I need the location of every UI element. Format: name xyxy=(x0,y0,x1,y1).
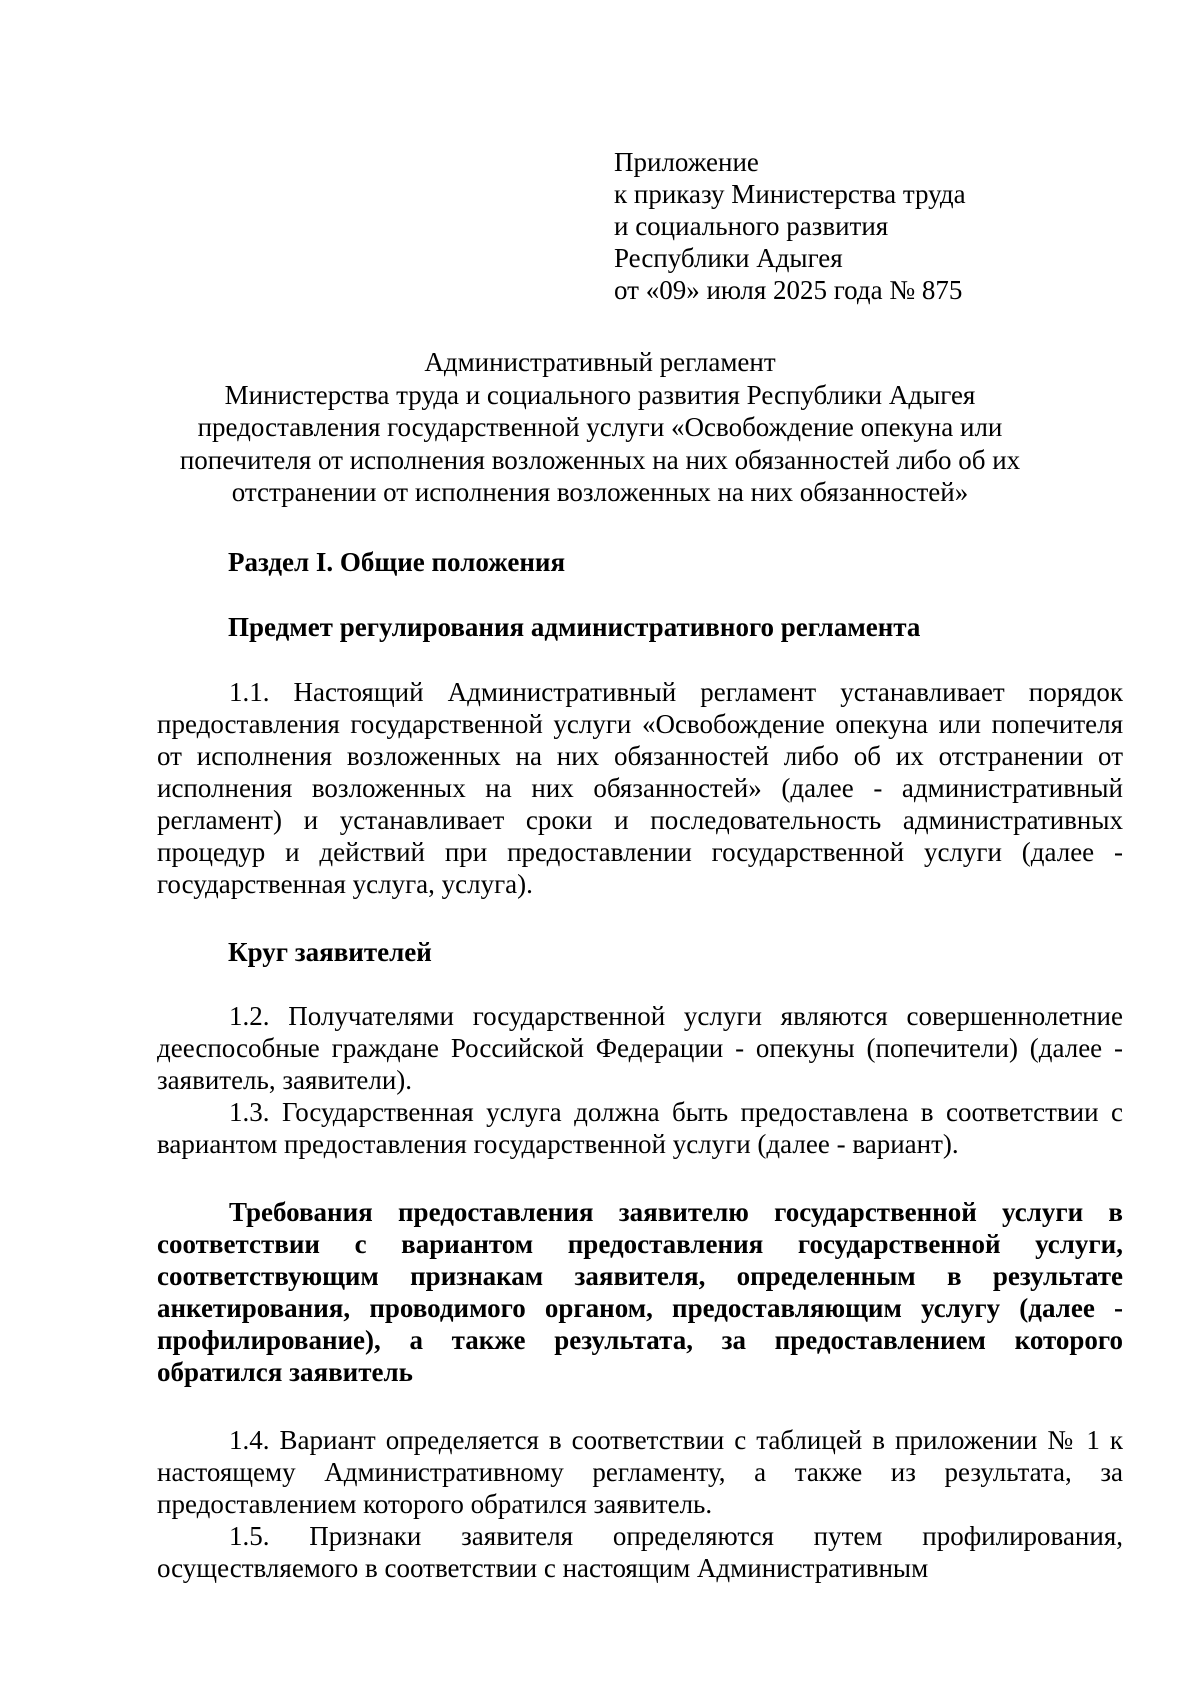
paragraph-1-4: 1.4. Вариант определяется в соответствии с таблицей в приложении № 1 к настоящему Административному регламенту, а также из результата, за предоставлением которого обратился заявитель. xyxy=(157,1425,1123,1519)
title-line: попечителя от исполнения возложенных на них обязанностей либо об их xyxy=(179,444,1021,475)
appendix-line: и социального развития xyxy=(614,211,889,241)
paragraph-1-5: 1.5. Признаки заявителя определяются путем профилирования, осуществляемого в соответствии с настоящим Административным xyxy=(157,1521,1123,1583)
subject-heading: Предмет регулирования административного регламента xyxy=(228,612,921,642)
appendix-line: Республики Адыгея xyxy=(614,243,843,273)
appendix-block xyxy=(614,146,966,306)
title-line: отстранении от исполнения возложенных на них обязанностей» xyxy=(231,477,969,507)
appendix-line: к приказу Министерства труда xyxy=(614,179,966,209)
appendix-line: от «09» июля 2025 года № 875 xyxy=(614,275,963,305)
title-line: Административный регламент xyxy=(424,347,776,377)
title-line: Министерства труда и социального развития Республики Адыгея xyxy=(224,379,976,410)
paragraph-1-3: 1.3. Государственная услуга должна быть предоставлена в соответствии с вариантом предоставления государственной услуги (далее - вариант). xyxy=(157,1097,1123,1159)
document-title xyxy=(150,346,1050,509)
section-heading: Раздел I. Общие положения xyxy=(228,547,566,577)
title-line: предоставления государственной услуги «Освобождение опекуна или xyxy=(197,412,1003,442)
requirements-heading: Требования предоставления заявителю государственной услуги в соответствии с вариантом предоставления государственной услуги, соответствующим признакам заявителя, определенным в результате анкетирования, проводимого органом, предоставляющим услугу (далее - профилирование), а также результата, за предоставлением которого обратился заявитель xyxy=(157,1197,1123,1387)
appendix-line: Приложение xyxy=(614,147,759,177)
paragraph-1-1: 1.1. Настоящий Административный регламент устанавливает порядок предоставления государственной услуги «Освобождение опекуна или попечителя от исполнения возложенных на них обязанностей либо об их отстранении от исполнения возложенных на них обязанностей» (далее - административный регламент) и устанавливает сроки и последовательность административных процедур и действий при предоставлении государственной услуги (далее - государственная услуга, услуга). xyxy=(157,677,1123,899)
applicants-heading: Круг заявителей xyxy=(228,937,432,967)
paragraph-1-2: 1.2. Получателями государственной услуги являются совершеннолетние дееспособные граждане Российской Федерации - опекуны (попечители) (далее - заявитель, заявители). xyxy=(157,1001,1123,1095)
